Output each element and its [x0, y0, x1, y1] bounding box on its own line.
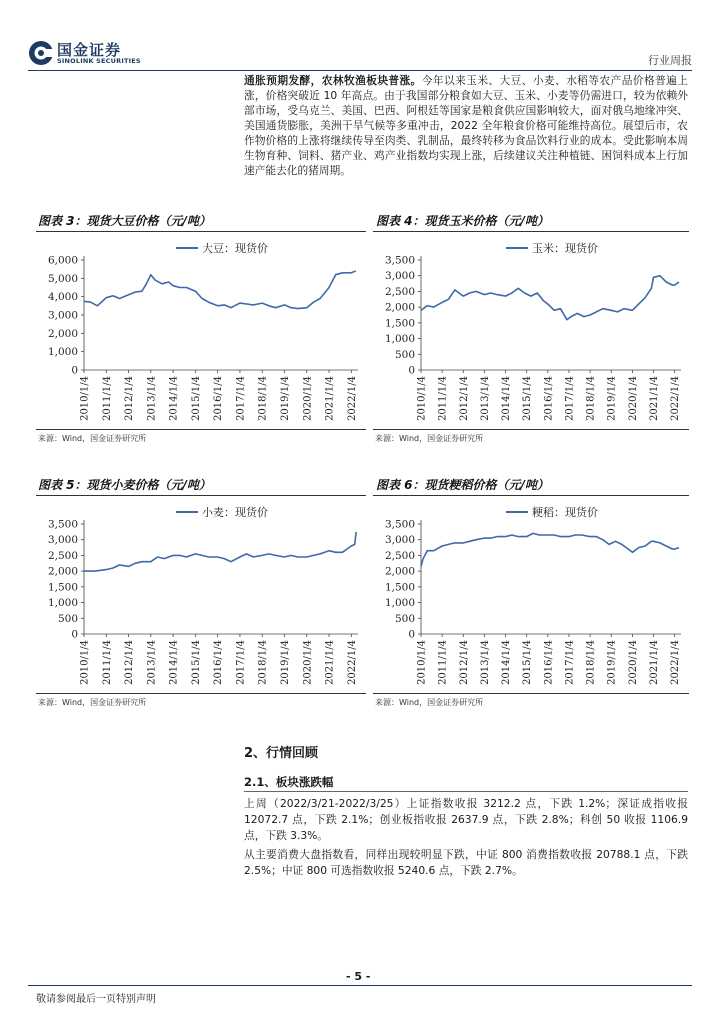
intro-paragraph	[244, 73, 688, 178]
y-tick-label: 1,500	[47, 581, 78, 594]
y-tick-label: 2,000	[384, 565, 415, 578]
x-tick-label: 2010/1/4	[79, 640, 91, 685]
y-tick-label: 3,500	[47, 518, 78, 531]
x-tick-label: 2011/1/4	[101, 376, 113, 421]
x-tick-label: 2019/1/4	[606, 640, 618, 685]
y-tick-label: 0	[408, 364, 415, 377]
section-2-1-title: 2.1、板块涨跌幅	[244, 775, 334, 789]
figure-4-bottom-rule	[373, 429, 689, 430]
x-tick-label: 2013/1/4	[479, 376, 491, 421]
figure-3-source: 来源：Wind，国金证券研究所	[38, 434, 147, 443]
x-tick-label: 2017/1/4	[564, 640, 576, 685]
x-tick-label: 2016/1/4	[543, 376, 555, 421]
section-2-title: 2、行情回顾	[244, 746, 319, 761]
y-tick-label: 6,000	[47, 254, 78, 267]
x-tick-label: 2020/1/4	[627, 376, 639, 421]
y-tick-label: 0	[71, 364, 78, 377]
section-2-paragraph-2: 从主要消费大盘指数看，同样出现较明显下跌，中证 800 消费指数收报 20788.1 点，下跌 2.5%；中证 800 可选指数收报 5240.6 点，下跌 2.7%。	[244, 848, 688, 877]
x-tick-label: 2018/1/4	[585, 640, 597, 685]
x-tick-label: 2021/1/4	[649, 376, 661, 421]
figure-5-title: 图表 5：现货小麦价格（元/吨）	[38, 478, 211, 492]
logo-name-en: SINOLINK SECURITIES	[57, 57, 141, 65]
x-tick-label: 2013/1/4	[146, 376, 158, 421]
y-tick-label: 1,000	[384, 333, 415, 346]
y-tick-label: 1,500	[384, 581, 415, 594]
figure-6-title: 图表 6：现货粳稻价格（元/吨）	[376, 478, 549, 492]
series-line	[84, 532, 356, 571]
x-tick-label: 2019/1/4	[606, 376, 618, 421]
y-tick-label: 3,500	[384, 254, 415, 267]
y-tick-label: 2,000	[384, 301, 415, 314]
header-divider	[28, 70, 692, 71]
x-tick-label: 2016/1/4	[213, 376, 225, 421]
figure-3-top-rule	[36, 231, 366, 232]
y-tick-label: 3,000	[47, 534, 78, 547]
x-tick-label: 2018/1/4	[585, 376, 597, 421]
x-tick-label: 2011/1/4	[101, 640, 113, 685]
x-tick-label: 2018/1/4	[257, 376, 269, 421]
y-tick-label: 1,000	[47, 346, 78, 359]
x-tick-label: 2017/1/4	[235, 640, 247, 685]
y-tick-label: 500	[394, 348, 415, 361]
x-tick-label: 2021/1/4	[649, 640, 661, 685]
figure-6-chart	[373, 498, 689, 694]
legend-label: 粳稻：现货价	[532, 506, 598, 519]
x-tick-label: 2021/1/4	[324, 640, 336, 685]
y-tick-label: 1,000	[384, 597, 415, 610]
logo-icon	[28, 40, 54, 66]
legend-label: 玉米：现货价	[532, 242, 598, 255]
figure-3-title: 图表 3：现货大豆价格（元/吨）	[38, 214, 211, 228]
y-tick-label: 1,500	[384, 317, 415, 330]
y-tick-label: 1,000	[47, 597, 78, 610]
x-tick-label: 2014/1/4	[168, 376, 180, 421]
x-tick-label: 2019/1/4	[279, 640, 291, 685]
figure-4-top-rule	[373, 231, 689, 232]
x-tick-label: 2022/1/4	[670, 640, 682, 685]
x-tick-label: 2015/1/4	[190, 640, 202, 685]
x-tick-label: 2011/1/4	[437, 640, 449, 685]
report-type-label: 行业周报	[648, 54, 692, 67]
figure-4-source: 来源：Wind，国金证券研究所	[375, 434, 484, 443]
x-tick-label: 2019/1/4	[279, 376, 291, 421]
x-tick-label: 2011/1/4	[437, 376, 449, 421]
x-tick-label: 2015/1/4	[190, 376, 202, 421]
section-2-paragraph-1: 上周（2022/3/21-2022/3/25）上证指数收报 3212.2 点，下跌 1.2%；深证成指收报 12072.7 点，下跌 2.1%；创业板指收报 2637.9 点，下跌 2.8%；科创 50 收报 1106.9 点，下跌 3.3%。	[244, 797, 688, 842]
x-tick-label: 2014/1/4	[501, 376, 513, 421]
x-tick-label: 2018/1/4	[257, 640, 269, 685]
x-tick-label: 2012/1/4	[458, 640, 470, 685]
y-tick-label: 3,000	[384, 534, 415, 547]
y-tick-label: 2,500	[384, 549, 415, 562]
x-tick-label: 2010/1/4	[416, 376, 428, 421]
y-tick-label: 0	[71, 628, 78, 641]
x-tick-label: 2014/1/4	[168, 640, 180, 685]
y-tick-label: 2,000	[47, 327, 78, 340]
figure-5-chart	[36, 498, 366, 694]
series-line	[421, 533, 679, 566]
x-tick-label: 2016/1/4	[213, 640, 225, 685]
figure-6-source: 来源：Wind，国金证券研究所	[375, 698, 484, 707]
y-tick-label: 3,000	[384, 270, 415, 283]
x-tick-label: 2013/1/4	[146, 640, 158, 685]
figure-5-bottom-rule	[36, 693, 366, 694]
x-tick-label: 2021/1/4	[324, 376, 336, 421]
x-tick-label: 2010/1/4	[79, 376, 91, 421]
x-tick-label: 2015/1/4	[522, 376, 534, 421]
intro-lead: 通胀预期发酵，农林牧渔板块普涨。	[244, 74, 422, 87]
x-tick-label: 2022/1/4	[346, 640, 358, 685]
x-tick-label: 2010/1/4	[416, 640, 428, 685]
x-tick-label: 2012/1/4	[124, 640, 136, 685]
x-tick-label: 2016/1/4	[543, 640, 555, 685]
y-tick-label: 5,000	[47, 272, 78, 285]
legend-label: 大豆：现货价	[202, 242, 268, 255]
figure-6-top-rule	[373, 495, 689, 496]
x-tick-label: 2013/1/4	[479, 640, 491, 685]
figure-4-title: 图表 4：现货玉米价格（元/吨）	[376, 214, 549, 228]
x-tick-label: 2020/1/4	[302, 376, 314, 421]
intro-body: 今年以来玉米、大豆、小麦、水稻等农产品价格普遍上涨，价格突破近 10 年高点。由于我国部分粮食如大豆、玉米、小麦等仍需进口，较为依赖外部市场，受乌克兰、美国、巴西、阿根廷等国家是粮食供应国影响较大，面对俄乌地缘冲突、美国通货膨胀，美洲干旱气候等多重冲击，2022 全年粮食价格可能维持高位。展望后市，农作物价格的上涨将继续传导至肉类、乳制品，最终转移为食品饮料行业的成本。受此影响本周生物育种、饲料、猪产业、鸡产业指数均实现上涨，后续建议关注种植链、困饲料成本上行加速产能去化的猪周期。	[244, 74, 688, 177]
x-tick-label: 2020/1/4	[302, 640, 314, 685]
x-tick-label: 2015/1/4	[522, 640, 534, 685]
company-logo	[28, 38, 141, 68]
logo-name-cn: 国金证券	[57, 41, 122, 59]
y-tick-label: 500	[57, 612, 78, 625]
y-tick-label: 4,000	[47, 291, 78, 304]
y-tick-label: 0	[408, 628, 415, 641]
x-tick-label: 2017/1/4	[564, 376, 576, 421]
series-line	[421, 276, 679, 320]
x-tick-label: 2014/1/4	[501, 640, 513, 685]
y-tick-label: 3,000	[47, 309, 78, 322]
x-tick-label: 2017/1/4	[235, 376, 247, 421]
y-tick-label: 2,500	[384, 285, 415, 298]
figure-5-source: 来源：Wind，国金证券研究所	[38, 698, 147, 707]
x-tick-label: 2022/1/4	[346, 376, 358, 421]
x-tick-label: 2020/1/4	[627, 640, 639, 685]
x-tick-label: 2012/1/4	[458, 376, 470, 421]
figure-3-chart	[36, 234, 366, 430]
y-tick-label: 3,500	[384, 518, 415, 531]
subsection-rule	[244, 791, 688, 792]
y-tick-label: 2,000	[47, 565, 78, 578]
series-line	[84, 271, 356, 309]
figure-4-chart	[373, 234, 689, 430]
figure-3-bottom-rule	[36, 429, 366, 430]
figure-5-top-rule	[36, 495, 366, 496]
legend-label: 小麦：现货价	[202, 506, 268, 519]
x-tick-label: 2012/1/4	[124, 376, 136, 421]
y-tick-label: 500	[394, 612, 415, 625]
footer-disclaimer: 敬请参阅最后一页特别声明	[36, 994, 156, 1005]
page-number: - 5 -	[346, 970, 371, 983]
footer-divider	[28, 985, 692, 986]
y-tick-label: 2,500	[47, 549, 78, 562]
figure-6-bottom-rule	[373, 693, 689, 694]
x-tick-label: 2022/1/4	[670, 376, 682, 421]
